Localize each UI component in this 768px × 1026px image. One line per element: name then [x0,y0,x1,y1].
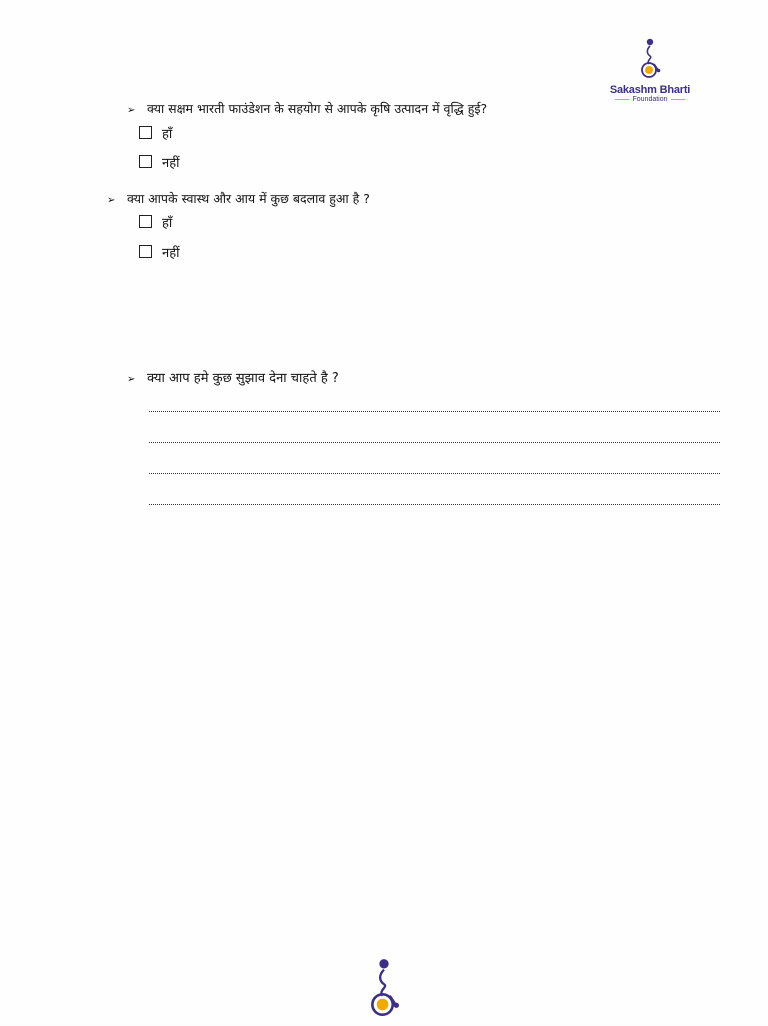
arrow-bullet-icon: ➢ [107,195,116,206]
question-1 [127,101,487,119]
foundation-logo [606,38,694,106]
arrow-bullet-icon: ➢ [127,105,136,116]
question-2-text: क्या आपके स्वास्थ और आय में कुछ बदलाव हुआ है ? [127,191,370,206]
answer-line-4[interactable] [149,504,720,505]
checkbox-yes-q1[interactable] [139,126,152,139]
checkbox-no-q2[interactable] [139,245,152,258]
footer-logo [362,958,406,1022]
checkbox-no-q1[interactable] [139,155,152,168]
wheelchair-person-icon [635,38,665,82]
option-yes-q2-label: हाँ [162,216,173,231]
option-no-q2[interactable] [139,245,180,262]
option-no-q1[interactable] [139,155,180,172]
answer-line-2[interactable] [149,442,720,443]
question-3 [127,371,339,388]
arrow-bullet-icon: ➢ [127,374,136,385]
option-no-q1-label: नहीं [162,156,180,171]
logo-name: Sakashm Bharti [609,84,691,96]
wheelchair-person-icon [362,958,406,1022]
logo-subtitle: Foundation [606,96,694,103]
option-yes-q2[interactable] [139,215,172,232]
question-1-text: क्या सक्षम भारती फाउंडेशन के सहयोग से आपके कृषि उत्पादन में वृद्धि हुई? [147,101,488,116]
question-2 [107,191,370,209]
answer-line-1[interactable] [149,411,720,412]
option-no-q2-label: नहीं [162,246,180,261]
question-3-text: क्या आप हमे कुछ सुझाव देना चाहते है ? [147,371,339,386]
answer-line-3[interactable] [149,473,720,474]
option-yes-q1[interactable] [139,126,172,143]
option-yes-q1-label: हाँ [162,127,173,142]
checkbox-yes-q2[interactable] [139,215,152,228]
